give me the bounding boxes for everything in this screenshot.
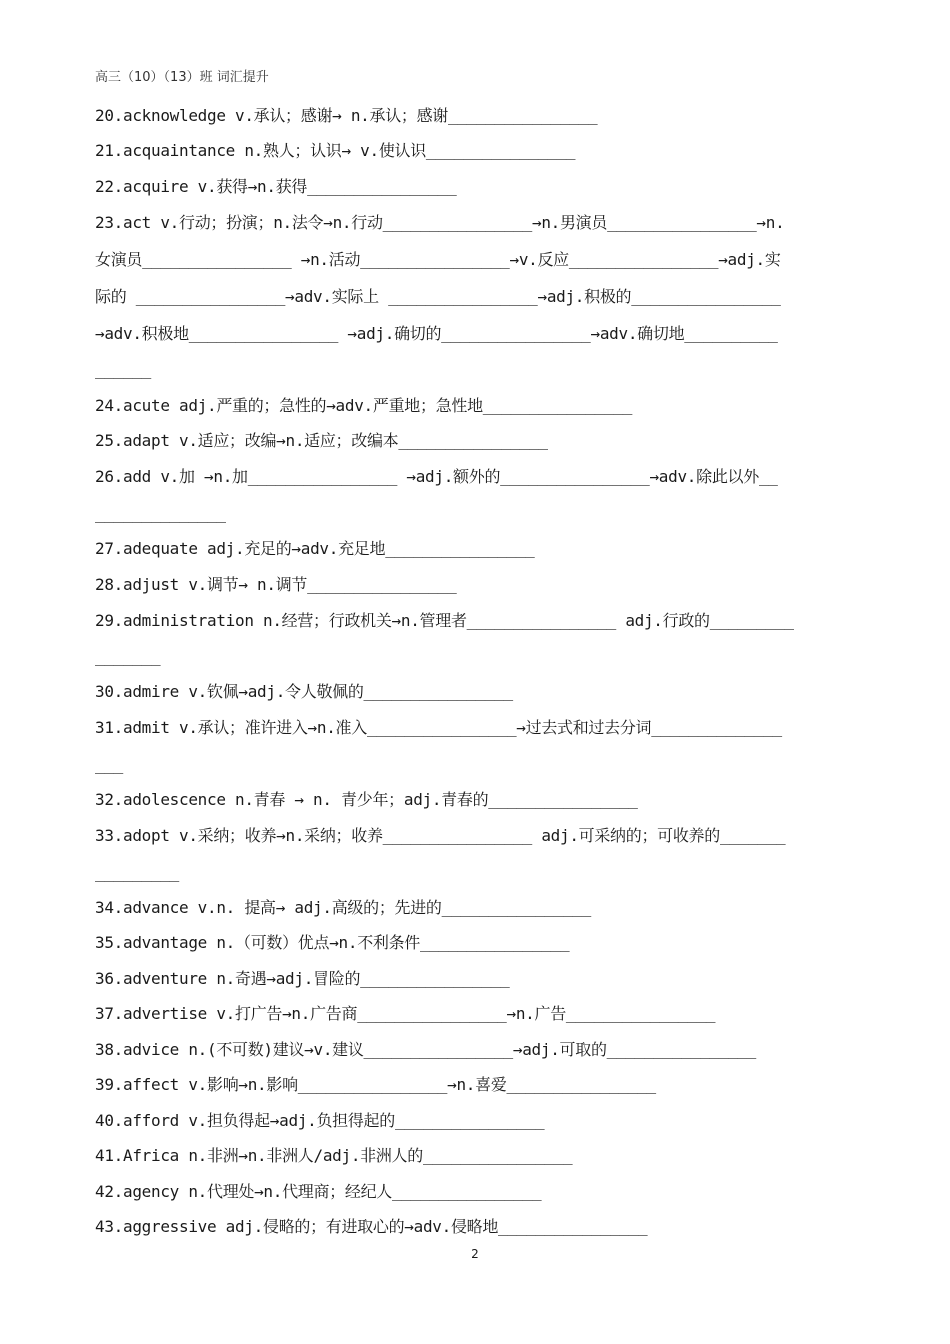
vocab-line: 28.adjust v.调节→ n.调节________________	[95, 575, 457, 594]
vocab-line: ______________	[95, 504, 226, 523]
page-number: 2	[471, 1247, 479, 1261]
vocab-line: 37.advertise v.打广告→n.广告商________________→n.广告________________	[95, 1004, 716, 1023]
vocab-line: 女演员________________ →n.活动________________→v.反应________________→adj.实	[95, 250, 781, 269]
vocab-line: 42.agency n.代理处→n.代理商；经纪人________________	[95, 1182, 542, 1201]
vocab-line: →adv.积极地________________ →adj.确切的________________→adv.确切地__________	[95, 324, 778, 343]
vocab-line: 29.administration n.经营；行政机关→n.管理者________________ adj.行政的_________	[95, 611, 794, 630]
vocab-line: 际的 ________________→adv.实际上 ________________→adj.积极的________________	[95, 287, 781, 306]
vocab-line: 41.Africa n.非洲→n.非洲人/adj.非洲人的________________	[95, 1146, 573, 1165]
vocab-line: 38.advice n.(不可数)建议→v.建议________________→adj.可取的________________	[95, 1040, 756, 1059]
vocab-line: ___	[95, 755, 123, 774]
vocab-line: 36.adventure n.奇遇→adj.冒险的________________	[95, 969, 510, 988]
vocab-line: 24.acute adj.严重的；急性的→adv.严重地；急性地________________	[95, 396, 633, 415]
vocab-line: 35.advantage n.（可数）优点→n.不利条件________________	[95, 933, 570, 952]
vocab-line: 32.adolescence n.青春 → n. 青少年；adj.青春的________________	[95, 790, 638, 809]
vocab-line: _______	[95, 647, 161, 666]
vocab-line: 39.affect v.影响→n.影响________________→n.喜爱________________	[95, 1075, 656, 1094]
vocab-line: 34.advance v.n. 提高→ adj.高级的；先进的________________	[95, 898, 591, 917]
vocab-line: 27.adequate adj.充足的→adv.充足地________________	[95, 539, 535, 558]
vocab-line: 21.acquaintance n.熟人；认识→ v.使认识________________	[95, 141, 576, 160]
vocab-line: 26.add v.加 →n.加________________ →adj.额外的________________→adv.除此以外__	[95, 467, 778, 486]
vocab-line: 20.acknowledge v.承认；感谢→ n.承认；感谢________________	[95, 106, 598, 125]
vocab-line: 23.act v.行动；扮演；n.法令→n.行动________________→n.男演员________________→n.	[95, 213, 785, 232]
vocab-line: 33.adopt v.采纳；收养→n.采纳；收养________________ adj.可采纳的；可收养的_______	[95, 826, 786, 845]
vocab-line: 30.admire v.钦佩→adj.令人敬佩的________________	[95, 682, 513, 701]
vocab-line: 25.adapt v.适应；改编→n.适应；改编本________________	[95, 431, 548, 450]
vocab-line: 22.acquire v.获得→n.获得________________	[95, 177, 457, 196]
vocab-line: ______	[95, 360, 151, 379]
page-header: 高三（10）（13）班 词汇提升	[95, 70, 269, 85]
vocab-line: 31.admit v.承认；准许进入→n.准入________________→过去式和过去分词______________	[95, 718, 782, 737]
vocab-line: _________	[95, 863, 179, 882]
vocab-line: 40.afford v.担负得起→adj.负担得起的________________	[95, 1111, 545, 1130]
vocab-line: 43.aggressive adj.侵略的；有进取心的→adv.侵略地________________	[95, 1217, 648, 1236]
